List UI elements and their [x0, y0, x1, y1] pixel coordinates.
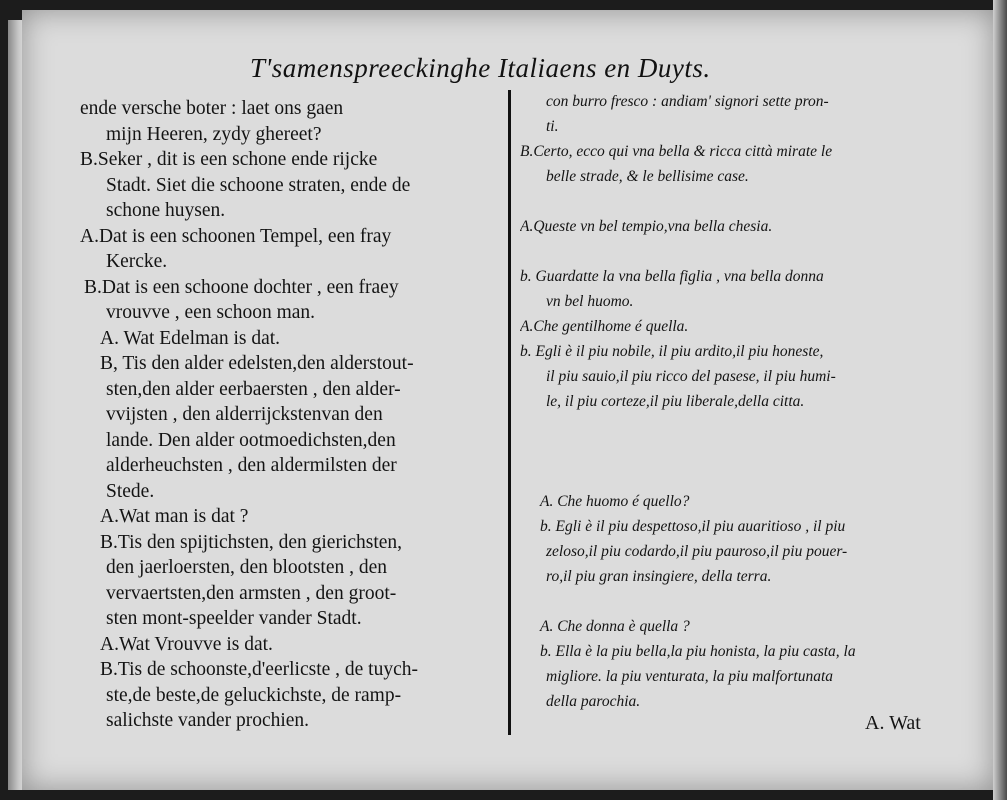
text-line: b. Egli è il piu despettoso,il piu auaritioso , il piu — [540, 518, 846, 535]
spacer — [520, 189, 940, 214]
text-line: schone huysen. — [106, 200, 226, 221]
italian-column — [520, 89, 940, 714]
text-line: ende versche boter : laet ons gaen — [80, 98, 344, 119]
text-line: A.Che gentilhome é quella. — [520, 318, 689, 335]
catchword: A. Wat — [865, 712, 921, 734]
text-line: vvijsten , den alderrijckstenvan den — [106, 404, 383, 425]
spacer — [520, 589, 940, 614]
text-line: B.Tis den spijtichsten, den gierichsten, — [100, 531, 403, 553]
text-line: le, il piu corteze,il piu liberale,della citta. — [546, 393, 805, 410]
text-line: Stadt. Siet die schoone straten, ende de — [106, 174, 411, 196]
text-line: A. Wat Edelman is dat. — [100, 327, 281, 349]
spacer — [520, 414, 940, 489]
text-line: della parochia. — [546, 693, 641, 710]
text-line: Stede. — [106, 480, 155, 502]
text-line: A.Dat is een schoonen Tempel, een fray — [80, 225, 392, 247]
text-line: con burro fresco : andiam' signori sette pron- — [546, 93, 829, 110]
text-line: il piu sauio,il piu ricco del pasese, il piu humi- — [546, 368, 836, 385]
text-line: vervaertsten,den armsten , den groot- — [106, 582, 397, 604]
running-header: T'samenspreeckinghe Italiaens en Duyts. — [250, 53, 711, 83]
text-line: B, Tis den alder edelsten,den alderstout- — [100, 353, 414, 374]
text-line: salichste vander prochien. — [106, 710, 310, 731]
text-line: vn bel huomo. — [546, 293, 634, 310]
text-line: belle strade, & le bellisime case. — [546, 168, 749, 185]
text-line: A.Queste vn bel tempio,vna bella chesia. — [520, 218, 773, 235]
text-line: ste,de beste,de geluckichste, de ramp- — [106, 684, 402, 706]
text-line: migliore. la piu venturata, la piu malfortunata — [546, 668, 834, 685]
text-line: b. Ella è la piu bella,la piu honista, la piu casta, la — [540, 643, 856, 660]
book-page-edge-right — [993, 0, 1007, 800]
text-line: sten,den alder eerbaersten , den alder- — [106, 378, 401, 400]
text-line: alderheuchsten , den aldermilsten der — [106, 455, 397, 476]
text-line: b. Egli è il piu nobile, il piu ardito,il piu honeste, — [520, 343, 824, 360]
spacer — [520, 239, 940, 264]
text-line: b. Guardatte la vna bella figlia , vna bella donna — [520, 268, 824, 285]
text-line: A. Che huomo é quello? — [540, 493, 690, 510]
text-line: Kercke. — [106, 251, 168, 272]
text-line: A.Wat Vrouvve is dat. — [100, 633, 273, 655]
text-line: zeloso,il piu codardo,il piu pauroso,il piu pouer- — [546, 543, 848, 560]
text-line: ro,il piu gran insingiere, della terra. — [546, 568, 772, 585]
text-line: B.Certo, ecco qui vna bella & ricca città mirate le — [520, 143, 833, 160]
text-line: mijn Heeren, zydy ghereet? — [106, 123, 322, 145]
text-line: B.Tis de schoonste,d'eerlicste , de tuych- — [100, 659, 418, 680]
text-line: A.Wat man is dat ? — [100, 506, 249, 527]
text-line: vrouvve , een schoon man. — [106, 302, 316, 323]
text-line: lande. Den alder ootmoedichsten,den — [106, 429, 396, 451]
text-line: sten mont-speelder vander Stadt. — [106, 608, 362, 629]
text-line: ti. — [546, 118, 559, 135]
column-divider — [508, 90, 511, 735]
text-line: A. Che donna è quella ? — [540, 618, 690, 635]
text-line: B.Seker , dit is een schone ende rijcke — [80, 149, 378, 170]
text-line: B.Dat is een schoone dochter , een fraey — [84, 276, 399, 298]
dutch-column — [80, 96, 500, 734]
text-line: den jaerloersten, den blootsten , den — [106, 557, 388, 578]
